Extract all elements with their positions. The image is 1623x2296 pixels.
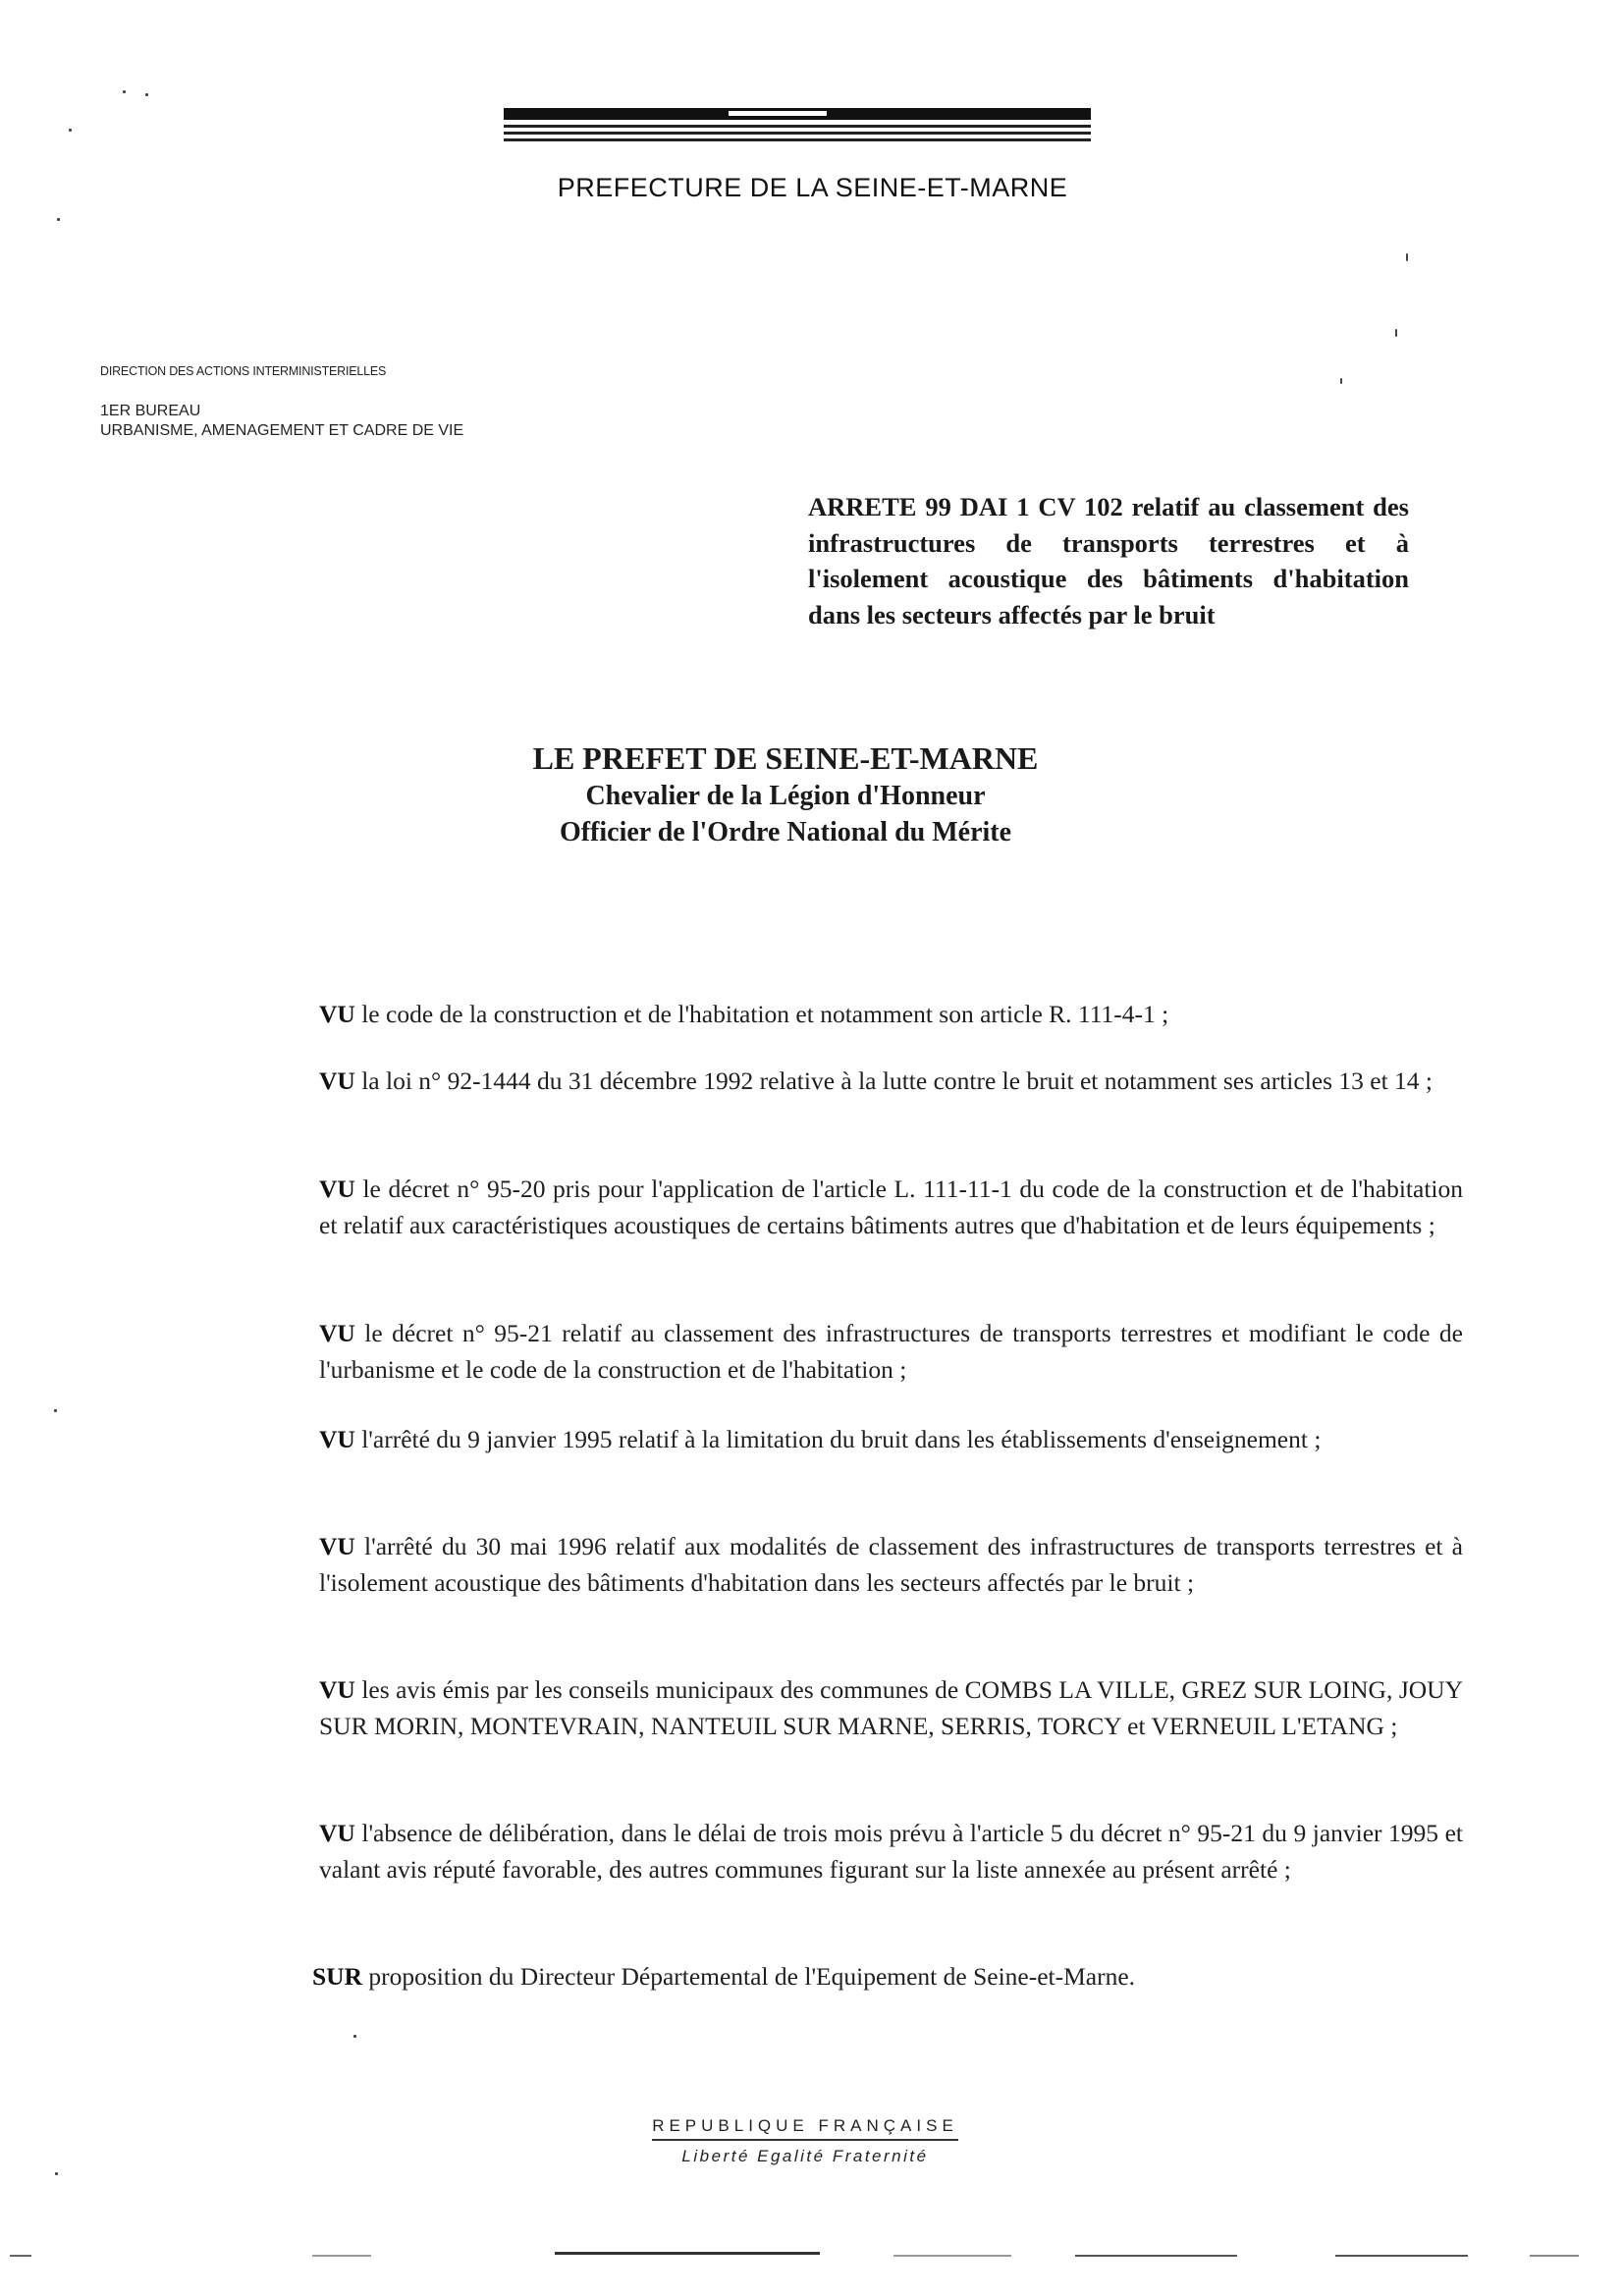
scan-speck (69, 129, 72, 132)
proposition-paragraph (312, 1959, 1456, 1995)
scan-footer-mark (312, 2255, 371, 2257)
scan-speck (145, 93, 148, 96)
visa-lead: VU (319, 1175, 355, 1203)
visa-text: la loi n° 92-1444 du 31 décembre 1992 relative à la lutte contre le bruit et notamment ses articles 13 et 14 ; (361, 1066, 1434, 1095)
scan-speck (54, 1409, 57, 1412)
republique-motto: Liberté Egalité Fraternité (681, 2147, 929, 2165)
scan-footer-mark (1335, 2255, 1468, 2257)
prefet-distinction-1: Chevalier de la Légion d'Honneur (585, 781, 986, 811)
scan-speck (1406, 253, 1408, 261)
header-rule (504, 132, 1091, 135)
scan-footer-mark (10, 2255, 31, 2257)
visa-text: l'arrêté du 30 mai 1996 relatif aux modalités de classement des infrastructures de transports terrestres et à l'isolement acoustique des bâtiments d'habitation dans les secteurs affectés par le bruit ; (319, 1532, 1463, 1597)
scan-speck (353, 2035, 356, 2038)
visa-lead: VU (319, 1066, 355, 1095)
bureau-label: 1ER BUREAU (100, 403, 201, 419)
proposition-text: proposition du Directeur Départemental de l'Equipement de Seine-et-Marne. (368, 1962, 1136, 1991)
prefecture-title (0, 173, 1623, 203)
visa-text: l'absence de délibération, dans le délai de trois mois prévu à l'article 5 du décret n° 95-21 du 9 janvier 1995 et valant avis réputé favorable, des autres communes figurant sur la liste annexée au présent arrêté ; (319, 1819, 1463, 1884)
header-rule (504, 138, 1091, 141)
scan-footer-mark (1530, 2255, 1579, 2257)
header-rule (504, 125, 1091, 128)
visa-lead: VU (319, 1000, 355, 1028)
scan-speck (1340, 378, 1342, 384)
bureau-block (100, 402, 463, 441)
scan-speck (57, 218, 60, 221)
visa-text: le code de la construction et de l'habitation et notamment son article R. 111-4-1 ; (361, 1000, 1169, 1028)
visa-lead: VU (319, 1319, 355, 1347)
scan-footer-mark (893, 2255, 1011, 2257)
prefecture-title-text: PREFECTURE DE LA SEINE-ET-MARNE (557, 173, 1068, 202)
prefet-title: LE PREFET DE SEINE-ET-MARNE (532, 740, 1039, 776)
visa-text: les avis émis par les conseils municipaux des communes de COMBS LA VILLE, GREZ SUR LOING, JOUY SUR MORIN, MONTEVRAIN, NANTEUIL SUR MARNE, SERRIS, TORCY et VERNEUIL L'ETANG ; (319, 1675, 1463, 1740)
scan-speck (123, 90, 126, 93)
visa-paragraph (319, 1064, 1463, 1100)
scan-speck (55, 2172, 58, 2175)
scan-footer-mark (555, 2252, 820, 2255)
visa-paragraph (319, 1816, 1463, 1887)
republique-title: REPUBLIQUE FRANÇAISE (652, 2116, 958, 2141)
visa-lead: VU (319, 1425, 355, 1453)
arrete-title: ARRETE 99 DAI 1 CV 102 relatif au classement des infrastructures de transports terrestres et à l'isolement acoustique des bâtiments d'habitation dans les secteurs affectés par le bruit (808, 492, 1409, 629)
scan-footer-mark (1075, 2255, 1237, 2257)
visa-paragraph (319, 1529, 1463, 1601)
visa-paragraph (319, 1672, 1463, 1744)
visa-text: le décret n° 95-20 pris pour l'application de l'article L. 111-11-1 du code de la construction et de l'habitation et relatif aux caractéristiques acoustiques de certains bâtiments autres que d'habitation et de leurs équipements ; (319, 1175, 1464, 1239)
bureau-subtitle: URBANISME, AMENAGEMENT ET CADRE DE VIE (100, 422, 464, 439)
visa-paragraph (319, 997, 1463, 1033)
visa-paragraph (319, 1316, 1463, 1388)
scan-speck (1395, 329, 1397, 337)
proposition-lead: SUR (312, 1962, 363, 1991)
prefet-distinction-2: Officier de l'Ordre National du Mérite (559, 817, 1012, 847)
prefet-block (0, 738, 1571, 850)
visa-lead: VU (319, 1532, 355, 1560)
header-emblem-gap (729, 111, 827, 116)
visa-lead: VU (319, 1819, 355, 1847)
visa-lead: VU (319, 1675, 355, 1704)
visa-text: l'arrêté du 9 janvier 1995 relatif à la limitation du bruit dans les établissements d'enseignement ; (361, 1425, 1322, 1453)
visa-text: le décret n° 95-21 relatif au classement des infrastructures de transports terrestres et modifiant le code de l'urbanisme et le code de la construction et de l'habitation ; (319, 1319, 1463, 1384)
visa-paragraph (319, 1172, 1463, 1243)
republique-francaise-mark (609, 2116, 1001, 2166)
direction-label: DIRECTION DES ACTIONS INTERMINISTERIELLES (100, 364, 387, 378)
visa-paragraph (319, 1422, 1463, 1458)
